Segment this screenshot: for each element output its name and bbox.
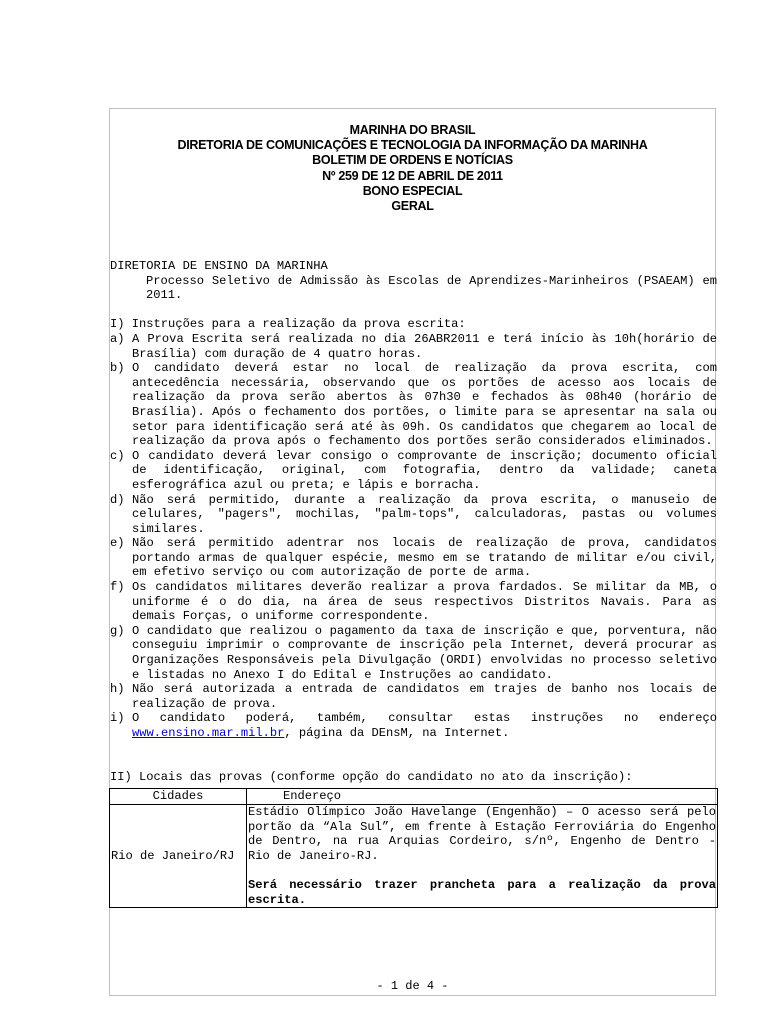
- instruction-item-c: [110, 449, 717, 493]
- item-label: e): [110, 536, 125, 551]
- exam-locations-table: [109, 788, 718, 908]
- table-header-row: [110, 789, 718, 805]
- header-special: BONO ESPECIAL: [362, 183, 463, 198]
- item-text: Os candidatos militares deverão realizar a prova fardados. Se militar da MB, o uniforme é o do dia, na área de seus respectivos Distritos Navais. Para as demais Forças, o uniforme correspondente.: [132, 580, 717, 624]
- instruction-item-h: [110, 682, 717, 711]
- item-label: c): [110, 448, 125, 463]
- table-row: [110, 804, 718, 907]
- item-text: Não será autorizada a entrada de candidatos em trajes de banho nos locais de realização de prova.: [132, 682, 717, 711]
- instruction-item-d: [110, 493, 717, 537]
- item-label: f): [110, 580, 125, 595]
- item-text: A Prova Escrita será realizada no dia 26ABR2011 e terá início às 10h(horário de Brasília) com duração de 4 quatro horas.: [132, 331, 717, 361]
- instruction-item-b: [110, 361, 717, 449]
- item-text: Não será permitido adentrar nos locais de realização de prova, candidatos portando armas de qualquer espécie, mesmo em se tratando de militar e/ou civil, em efetivo serviço ou com autorização de porte de arma.: [132, 536, 717, 580]
- column-header-address: Endereço: [247, 789, 718, 805]
- org-name: DIRETORIA DE ENSINO DA MARINHA: [110, 259, 328, 273]
- item-label: d): [110, 492, 125, 507]
- item-text: O candidato que realizou o pagamento da taxa de inscrição e que, porventura, não conseguiu imprimir o comprovante de inscrição pela Internet, deverá procurar as Organizações Responsáveis pela Divulgação (ORDI) envolvidas no processo seletivo e listadas no Anexo I do Edital e Instruções ao candidato.: [132, 623, 717, 682]
- address-text: Estádio Olímpico João Havelange (Engenhão) – O acesso será pelo portão da “Ala Sul”, em frente à Estação Ferroviária do Engenho de Dentro, na rua Arquias Cordeiro, s/nº, Engenho de Dentro - Rio de Janeiro-RJ.: [248, 804, 716, 863]
- document-header: [110, 123, 715, 214]
- item-label: h): [110, 682, 125, 697]
- instruction-item-i: [110, 711, 717, 740]
- item-text: O candidato poderá, também, consultar estas instruções no endereço www.ensino.mar.mil.br, página da DEnsM, na Internet.: [132, 711, 717, 740]
- header-number-date: Nº 259 DE 12 DE ABRIL DE 2011: [322, 168, 503, 183]
- section-2-title: II) Locais das provas (conforme opção do candidato no ato da inscrição):: [110, 769, 633, 784]
- item-text: O candidato deverá estar no local de realização da prova escrita, com antecedência necessária, observando que os portões de acesso aos locais de realização da prova serão abertos às 07h30 e fechados às 08h40 (horário de Brasília). Após o fechamento dos portões, o limite para se apresentar na sala ou setor para identificação será até às 09h. Os candidatos que chegarem ao local de realização da prova após o fechamento dos portões serão considerados eliminados.: [132, 361, 717, 449]
- subject-paragraph: Processo Seletivo de Admissão às Escolas de Aprendizes-Marinheiros (PSAEAM) em 2011.: [146, 273, 717, 303]
- header-bulletin: BOLETIM DE ORDENS E NOTÍCIAS: [312, 153, 513, 168]
- item-label: g): [110, 623, 125, 638]
- document-page: [109, 108, 716, 996]
- ensino-website-link[interactable]: www.ensino.mar.mil.br: [132, 726, 285, 740]
- header-directorate: DIRETORIA DE COMUNICAÇÕES E TECNOLOGIA DA INFORMAÇÃO DA MARINHA: [177, 138, 648, 153]
- address-note: Será necessário trazer prancheta para a realização da prova escrita.: [248, 877, 716, 907]
- document-body: [110, 259, 717, 908]
- city-cell: Rio de Janeiro/RJ: [110, 804, 247, 907]
- item-label: b): [110, 361, 125, 376]
- column-header-city: Cidades: [110, 789, 247, 805]
- header-general: GERAL: [391, 199, 434, 214]
- section-1-title: I) Instruções para a realização da prova escrita:: [110, 317, 466, 332]
- item-label: a): [110, 331, 125, 346]
- instruction-item-g: [110, 624, 717, 682]
- instruction-item-a: [110, 332, 717, 361]
- header-navy: MARINHA DO BRASIL: [349, 123, 476, 137]
- instruction-item-f: [110, 580, 717, 624]
- page-number: - 1 de 4 -: [376, 979, 449, 993]
- item-label: i): [110, 711, 125, 726]
- item-text: Não será permitido, durante a realização da prova escrita, o manuseio de celulares, "pagers", mochilas, "palm-tops", calculadoras, pastas ou volumes similares.: [132, 492, 717, 536]
- instruction-item-e: [110, 536, 717, 580]
- address-cell: [247, 804, 718, 907]
- item-text: O candidato deverá levar consigo o comprovante de inscrição; documento oficial de identificação, original, com fotografia, dentro da validade; caneta esferográfica azul ou preta; e lápis e borracha.: [132, 448, 717, 492]
